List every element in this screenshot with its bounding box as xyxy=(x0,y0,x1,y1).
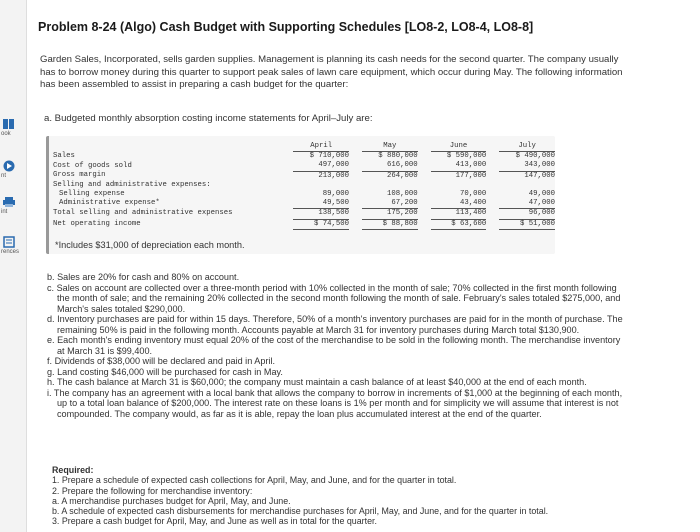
list-item: f. Dividends of $38,000 will be declared and paid in April. xyxy=(47,356,275,366)
sidebar-item-references[interactable] xyxy=(0,236,26,256)
part-a-heading: a. Budgeted monthly absorption costing income statements for April–July are: xyxy=(44,113,373,124)
cell-value: 177,000 xyxy=(455,171,487,180)
list-item: b. A schedule of expected cash disbursements for merchandise purchases for April, May, and June, and for the quarter in total. xyxy=(52,506,549,517)
cell-value: 96,000 xyxy=(499,209,555,219)
cell-value: 497,000 xyxy=(293,161,349,171)
required-heading: Required: xyxy=(52,465,94,475)
cell-value: $ 590,000 xyxy=(446,152,487,161)
row-label: Selling expense xyxy=(59,190,125,199)
list-item: d. Inventory purchases are paid for within 15 days. Therefore, 50% of a month's inventory purchases are paid for in the month of purchase. The remaining 50% is paid in the following month. Accounts payable at March 31 for inventory purchases during March total $130,900. xyxy=(47,314,623,335)
income-statement-table xyxy=(53,142,555,230)
cell-value: $ 880,000 xyxy=(378,152,418,161)
cell-value: $ 88,800 xyxy=(362,219,418,229)
list-item: c. Sales on account are collected over a three-month period with 10% collected in the month of sale; 70% collected in the first month following the month of sale; and the remaining 20% collected in the second month following the month of sale. February's sales totaled $275,000, and March's sales totaled $290,000. xyxy=(47,282,621,314)
cell-value: 47,000 xyxy=(499,199,555,209)
cell-value: 343,000 xyxy=(499,161,555,171)
table-row xyxy=(53,199,555,209)
sidebar-item-label: int xyxy=(1,209,8,215)
references-icon xyxy=(2,236,16,248)
list-item: h. The cash balance at March 31 is $60,000; the company must maintain a cash balance of at least $40,000 at the end of each month. xyxy=(47,377,587,387)
row-label: Sales xyxy=(53,151,75,160)
cell-value: $ 490,000 xyxy=(515,152,555,161)
list-item: i. The company has an agreement with a local bank that allows the company to borrow in increments of $1,000 at the beginning of each month, up to a total loan balance of $200,000. The interest rate on these loans is 1% per month and for simplicity we will assume that interest is not compounded. The company would, as far as it is able, repay the loan plus accumulated interest at the end of the quarter. xyxy=(47,387,623,419)
sidebar-item-label: nt xyxy=(1,173,7,179)
cell-value: 113,400 xyxy=(431,209,487,219)
cell-value: 413,000 xyxy=(431,161,487,171)
cell-value: 43,400 xyxy=(431,199,487,209)
row-label: Gross margin xyxy=(53,171,106,180)
play-icon xyxy=(2,160,16,172)
cell-value: 67,200 xyxy=(362,199,418,209)
problem-content xyxy=(38,0,700,532)
table-row xyxy=(53,209,555,219)
intro-paragraph: Garden Sales, Incorporated, sells garden supplies. Management is planning its cash needs for the second quarter. The company usually has to borrow money during this quarter to support peak sales of lawn care equipment, which occur during May. The following information has been assembled to assist in preparing a cash budget for the quarter: xyxy=(40,54,623,90)
cell-value: $ 74,500 xyxy=(293,219,349,229)
cell-value: 616,000 xyxy=(362,161,418,171)
depreciation-footnote: *Includes $31,000 of depreciation each month. xyxy=(55,240,245,250)
cell-value: 213,000 xyxy=(318,171,350,180)
print-icon xyxy=(2,196,16,208)
sidebar-item-label: rences xyxy=(1,249,20,255)
list-item: b. Sales are 20% for cash and 80% on account. xyxy=(47,272,240,282)
cell-value: $ 710,000 xyxy=(309,152,350,161)
table-row xyxy=(53,190,555,199)
row-label: Selling and administrative expenses: xyxy=(53,180,211,189)
cell-value: 147,000 xyxy=(524,171,555,180)
table-row xyxy=(53,152,555,162)
book-icon xyxy=(2,118,16,130)
cell-value: $ 63,600 xyxy=(431,219,487,229)
cell-value: 89,000 xyxy=(322,190,350,199)
cell-value: 175,200 xyxy=(362,209,418,219)
required-section xyxy=(52,465,632,527)
list-item: 1. Prepare a schedule of expected cash collections for April, May, and June, and for the quarter in total. xyxy=(52,475,457,486)
sidebar-item-print[interactable] xyxy=(0,196,26,216)
left-sidebar xyxy=(0,0,27,532)
list-item: a. A merchandise purchases budget for April, May, and June. xyxy=(52,495,291,506)
table-row xyxy=(53,161,555,171)
list-item: 2. Prepare the following for merchandise inventory: xyxy=(52,485,253,496)
row-label: Administrative expense* xyxy=(59,199,160,208)
month-header: July xyxy=(499,142,555,152)
month-header: May xyxy=(362,142,418,152)
budget-assumptions xyxy=(47,272,629,419)
table-row xyxy=(53,142,555,152)
row-label: Cost of goods sold xyxy=(53,161,132,170)
list-item: e. Each month's ending inventory must equal 20% of the cost of the merchandise to be sold in the following month. The merchandise inventory at March 31 is $99,400. xyxy=(47,335,621,356)
income-statement-panel xyxy=(46,136,555,254)
row-label: Net operating income xyxy=(53,219,141,228)
table-row xyxy=(53,219,555,229)
row-label: Total selling and administrative expenses xyxy=(53,209,233,218)
page-title: Problem 8-24 (Algo) Cash Budget with Supporting Schedules [LO8-2, LO8-4, LO8-8] xyxy=(38,20,534,34)
sidebar-item-ebook[interactable] xyxy=(0,118,26,138)
cell-value: 49,500 xyxy=(293,199,349,209)
table-row xyxy=(53,171,555,181)
list-item: 3. Prepare a cash budget for April, May, and June as well as in total for the quarter. xyxy=(52,516,377,527)
cell-value: 138,500 xyxy=(293,209,349,219)
cell-value: 49,000 xyxy=(528,190,555,199)
table-row xyxy=(53,181,555,190)
cell-value: 70,000 xyxy=(460,190,487,199)
month-header: June xyxy=(431,142,487,152)
cell-value: 264,000 xyxy=(387,171,418,180)
month-header: April xyxy=(293,142,349,152)
list-item: g. Land costing $46,000 will be purchased for cash in May. xyxy=(47,366,283,377)
sidebar-item-hint[interactable] xyxy=(0,160,26,180)
cell-value: 108,000 xyxy=(387,190,418,199)
sidebar-item-label: ook xyxy=(1,131,11,137)
cell-value: $ 51,000 xyxy=(499,219,555,229)
